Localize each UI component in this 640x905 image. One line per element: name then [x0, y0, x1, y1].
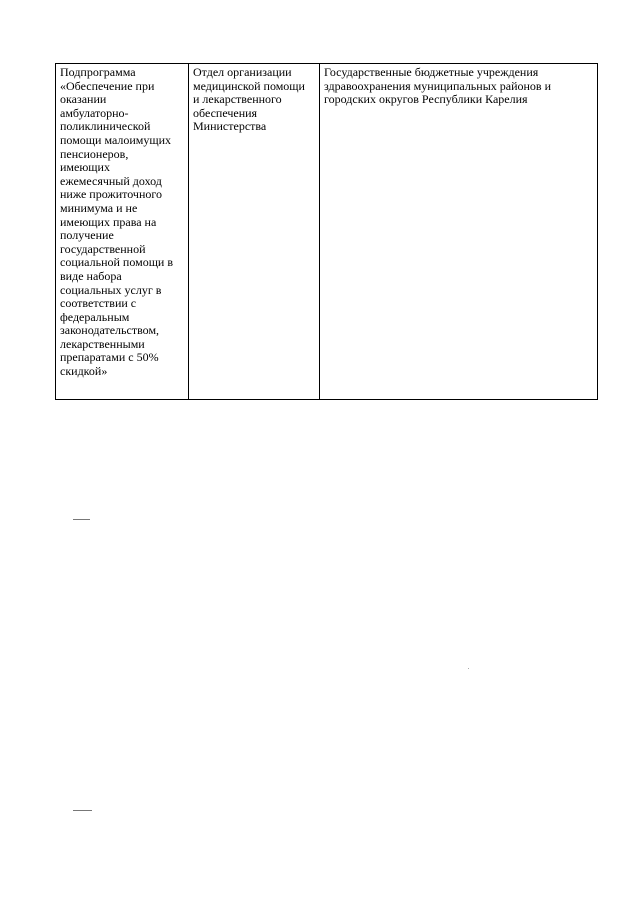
subprogram-cell [56, 64, 189, 400]
scan-artifact-mark [73, 519, 90, 520]
responsible-cell [189, 64, 320, 400]
participants-text: Государственные бюджетные учреждения здравоохранения муниципальных районов и городских округов Республики Карелия [324, 65, 552, 107]
participants-cell [320, 64, 598, 400]
subprogram-text: Подпрограмма «Обеспечение при оказании амбулаторно- поликлинической помощи малоимущих пенсионеров, имеющих ежемесячный доход ниже прожиточного минимума и не имеющих права на получение государственной социальной помощи в виде набора социальных услуг в соответствии с федеральным законодательством, лекарственными препаратами с 50% скидкой» [60, 65, 174, 379]
scan-artifact-mark [73, 810, 92, 811]
table-row [56, 64, 598, 400]
responsible-text: Отдел организации медицинской помощи и лекарственного обеспечения Министерства [193, 65, 305, 134]
program-table [55, 63, 598, 400]
scan-artifact-speck [468, 668, 469, 669]
